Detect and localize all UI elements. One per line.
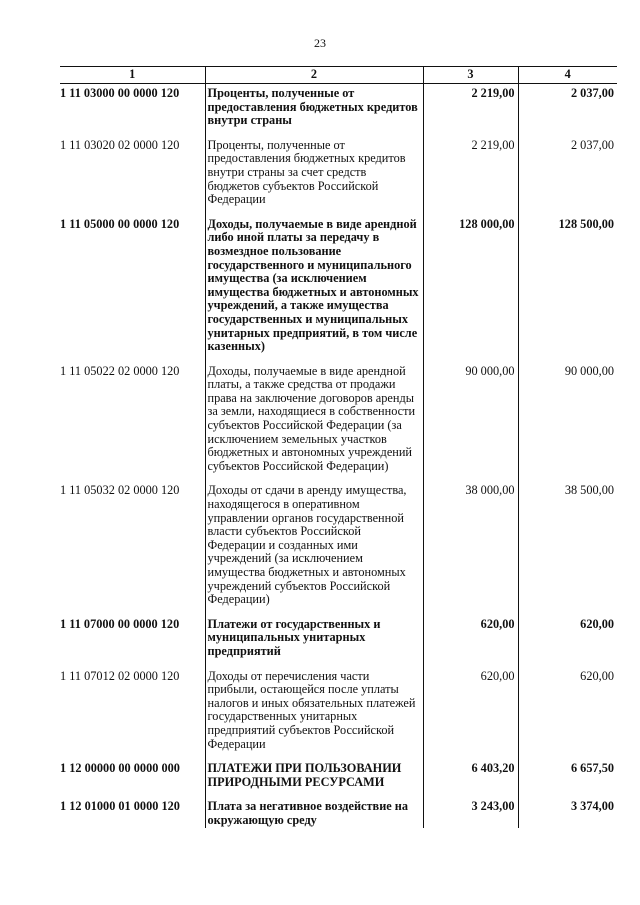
spacer-cell xyxy=(205,128,423,136)
spacer-cell xyxy=(423,473,518,481)
table-row xyxy=(60,797,617,827)
page-number: 23 xyxy=(314,36,326,50)
row-spacer xyxy=(60,354,617,362)
spacer-cell xyxy=(423,607,518,615)
spacer-cell xyxy=(423,354,518,362)
spacer-cell xyxy=(205,354,423,362)
spacer-cell xyxy=(60,607,205,615)
row-description: Проценты, полученные от предоставления бюджетных кредитов внутри страны xyxy=(205,84,423,128)
spacer-cell xyxy=(518,207,617,215)
column-header-1: 1 xyxy=(60,67,205,84)
header-row xyxy=(60,67,617,84)
spacer-cell xyxy=(60,128,205,136)
row-code: 1 11 03020 02 0000 120 xyxy=(60,137,180,152)
table-row xyxy=(60,136,617,207)
row-spacer xyxy=(60,659,617,667)
table-row xyxy=(60,84,617,128)
row-value-col3: 620,00 xyxy=(423,615,518,659)
spacer-cell xyxy=(60,789,205,797)
row-description: Плата за негативное воздействие на окружающую среду xyxy=(205,797,423,827)
column-header-4: 4 xyxy=(518,67,617,84)
spacer-cell xyxy=(518,659,617,667)
spacer-cell xyxy=(518,751,617,759)
row-description: Платежи от государственных и муниципальных унитарных предприятий xyxy=(205,615,423,659)
spacer-cell xyxy=(518,128,617,136)
spacer-cell xyxy=(423,751,518,759)
row-value-col3: 3 243,00 xyxy=(423,797,518,827)
spacer-cell xyxy=(423,659,518,667)
row-description: Доходы, получаемые в виде арендной либо иной платы за передачу в возмездное пользование государственного и муниципального имущества (за исключением имущества бюджетных и автономных учреждений, а также имущества государственных и муниципальных унитарных предприятий, в том числе казенных) xyxy=(205,215,423,354)
row-spacer xyxy=(60,751,617,759)
row-code: 1 12 00000 00 0000 000 xyxy=(60,761,180,776)
row-value-col4: 90 000,00 xyxy=(518,362,617,474)
row-spacer xyxy=(60,789,617,797)
spacer-cell xyxy=(205,659,423,667)
row-code: 1 11 05022 02 0000 120 xyxy=(60,363,180,378)
spacer-cell xyxy=(518,607,617,615)
row-value-col4: 620,00 xyxy=(518,615,617,659)
row-value-col3: 128 000,00 xyxy=(423,215,518,354)
spacer-cell xyxy=(60,659,205,667)
row-value-col4: 2 037,00 xyxy=(518,136,617,207)
row-value-col3: 6 403,20 xyxy=(423,759,518,789)
spacer-cell xyxy=(60,473,205,481)
table-row xyxy=(60,481,617,606)
row-value-col3: 2 219,00 xyxy=(423,136,518,207)
table-row xyxy=(60,759,617,789)
column-header-3: 3 xyxy=(423,67,518,84)
row-description: Доходы от перечисления части прибыли, остающейся после уплаты налогов и иных обязательных платежей государственных унитарных предприятий субъектов Российской Федерации xyxy=(205,667,423,752)
row-value-col3: 2 219,00 xyxy=(423,84,518,128)
table-row xyxy=(60,667,617,752)
spacer-cell xyxy=(205,473,423,481)
spacer-cell xyxy=(423,128,518,136)
row-spacer xyxy=(60,128,617,136)
row-spacer xyxy=(60,207,617,215)
row-code: 1 11 07000 00 0000 120 xyxy=(60,616,180,631)
spacer-cell xyxy=(205,607,423,615)
spacer-cell xyxy=(60,751,205,759)
row-value-col3: 38 000,00 xyxy=(423,481,518,606)
table-row xyxy=(60,615,617,659)
spacer-cell xyxy=(60,207,205,215)
row-description: Проценты, полученные от предоставления бюджетных кредитов внутри страны за счет средств бюджетов субъектов Российской Федерации xyxy=(205,136,423,207)
spacer-cell xyxy=(205,751,423,759)
spacer-cell xyxy=(423,207,518,215)
row-value-col3: 620,00 xyxy=(423,667,518,752)
row-value-col4: 2 037,00 xyxy=(518,84,617,128)
budget-revenue-table xyxy=(60,66,617,828)
table-row xyxy=(60,215,617,354)
row-description: ПЛАТЕЖИ ПРИ ПОЛЬЗОВАНИИ ПРИРОДНЫМИ РЕСУРСАМИ xyxy=(205,759,423,789)
column-header-2: 2 xyxy=(205,67,423,84)
row-code: 1 11 05032 02 0000 120 xyxy=(60,483,180,498)
row-value-col4: 6 657,50 xyxy=(518,759,617,789)
row-code: 1 11 07012 02 0000 120 xyxy=(60,668,180,683)
row-code: 1 12 01000 01 0000 120 xyxy=(60,799,180,814)
row-value-col3: 90 000,00 xyxy=(423,362,518,474)
row-value-col4: 620,00 xyxy=(518,667,617,752)
spacer-cell xyxy=(518,354,617,362)
row-value-col4: 38 500,00 xyxy=(518,481,617,606)
spacer-cell xyxy=(518,473,617,481)
spacer-cell xyxy=(60,354,205,362)
row-spacer xyxy=(60,607,617,615)
row-value-col4: 3 374,00 xyxy=(518,797,617,827)
row-spacer xyxy=(60,473,617,481)
spacer-cell xyxy=(205,207,423,215)
row-code: 1 11 05000 00 0000 120 xyxy=(60,216,180,231)
row-value-col4: 128 500,00 xyxy=(518,215,617,354)
row-description: Доходы от сдачи в аренду имущества, находящегося в оперативном управлении органов государственной власти субъектов Российской Федерации и созданных ими учреждений (за исключением имущества бюджетных и автономных учреждений субъектов Российской Федерации) xyxy=(205,481,423,606)
spacer-cell xyxy=(518,789,617,797)
spacer-cell xyxy=(423,789,518,797)
table-body xyxy=(60,84,617,828)
spacer-cell xyxy=(205,789,423,797)
row-description: Доходы, получаемые в виде арендной платы, а также средства от продажи права на заключение договоров аренды за земли, находящиеся в собственности субъектов Российской Федерации (за исключением земельных участков бюджетных и автономных учреждений субъектов Российской Федерации) xyxy=(205,362,423,474)
row-code: 1 11 03000 00 0000 120 xyxy=(60,86,180,100)
table-row xyxy=(60,362,617,474)
